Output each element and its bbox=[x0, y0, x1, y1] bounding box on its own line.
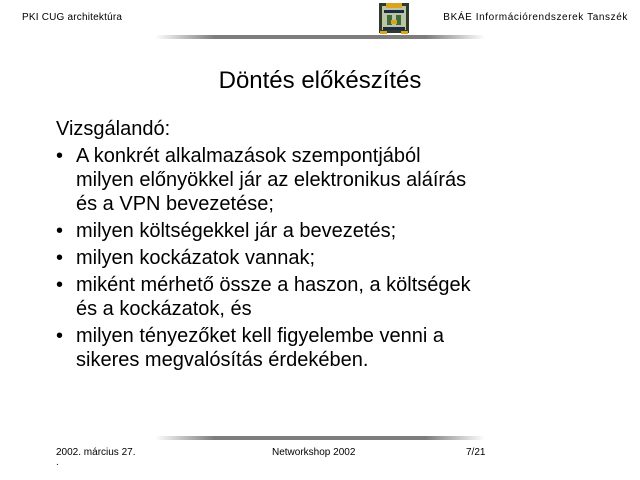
header-course-title: PKI CUG architektúra bbox=[22, 12, 123, 23]
page-number: 7/21 bbox=[466, 447, 486, 458]
bullet-item bbox=[56, 144, 616, 216]
bullet-list bbox=[56, 144, 616, 372]
bullet-icon: • bbox=[56, 274, 64, 296]
bullet-icon: • bbox=[56, 145, 64, 167]
bullet-item bbox=[56, 273, 616, 321]
bullet-text-line: miként mérhető össze a haszon, a költségek bbox=[76, 274, 471, 296]
bullet-text-line: milyen előnyökkel jár az elektronikus aláírás bbox=[76, 169, 467, 191]
bullet-icon: • bbox=[56, 220, 64, 242]
bullet-text-line: milyen költségekkel jár a bevezetés; bbox=[76, 220, 397, 242]
bullet-text-line: és a kockázatok, és bbox=[76, 298, 252, 320]
bullet-text-line: sikeres megvalósítás érdekében. bbox=[76, 349, 369, 371]
bullet-text-line: milyen tényezőket kell figyelembe venni a bbox=[76, 325, 444, 347]
bullet-item bbox=[56, 219, 616, 243]
bullet-icon: • bbox=[56, 247, 64, 269]
footer-dot: . bbox=[56, 457, 59, 468]
header-department: BKÁE Információrendszerek Tanszék bbox=[443, 12, 628, 23]
bullet-item bbox=[56, 246, 616, 270]
slide-body bbox=[56, 117, 616, 375]
bullet-text-line: A konkrét alkalmazások szempontjából bbox=[76, 145, 421, 167]
bullet-text-line: és a VPN bevezetése; bbox=[76, 193, 274, 215]
bullet-text-line: milyen kockázatok vannak; bbox=[76, 247, 316, 269]
footer-event: Networkshop 2002 bbox=[272, 447, 356, 458]
slide-title: Döntés előkészítés bbox=[218, 67, 422, 94]
header-divider bbox=[155, 35, 485, 39]
bullet-item bbox=[56, 324, 616, 372]
footer-date: 2002. március 27. bbox=[56, 447, 136, 458]
bkae-emblem-icon bbox=[378, 0, 410, 36]
bullet-icon: • bbox=[56, 325, 64, 347]
intro-text: Vizsgálandó: bbox=[56, 118, 171, 140]
footer-divider bbox=[155, 436, 485, 440]
